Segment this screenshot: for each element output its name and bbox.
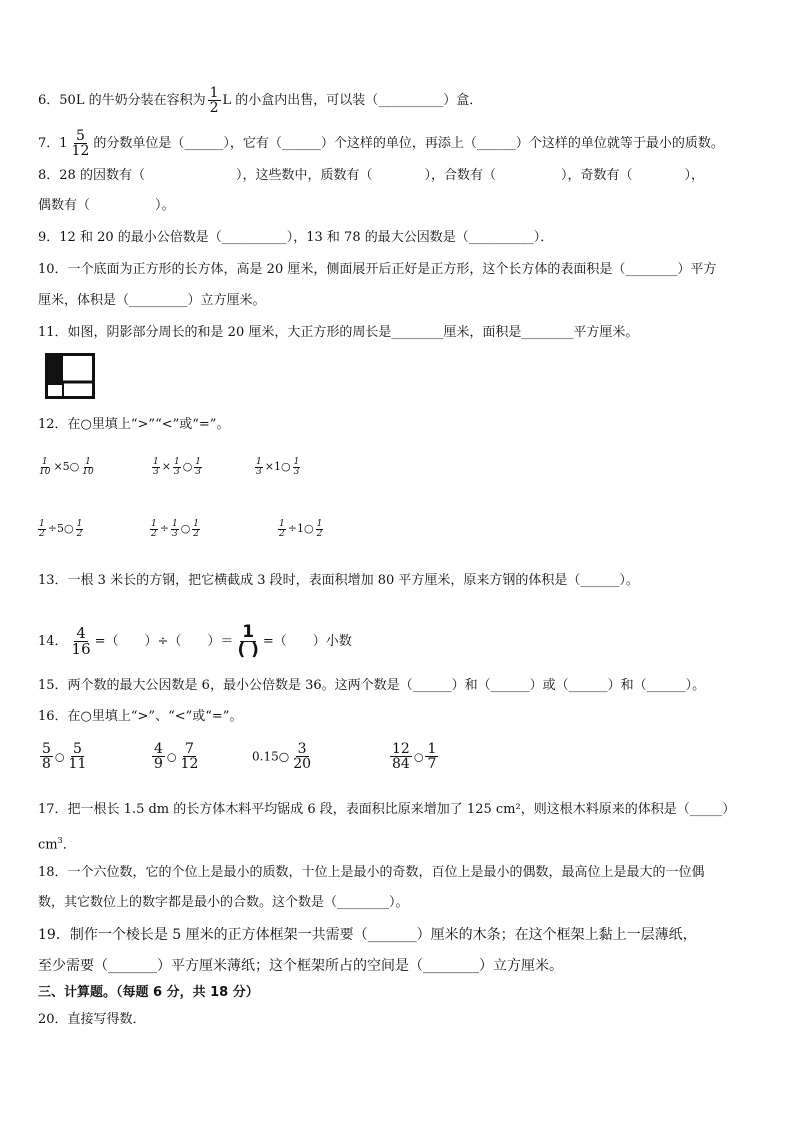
question-13: 13．一根 3 米长的方钢，把它横截成 3 段时，表面积增加 80 平方厘米，原来方钢的体积是（______）。 (38, 573, 639, 588)
question-18-line-2: 数，其它数位上的数字都是最小的合数。这个数是（________）。 (38, 895, 409, 910)
question-14: 14． $\frac{4}{16}$ =（ ）÷（ ）＝ $\frac{1}{( )}$ =（ ）小数 (38, 622, 352, 660)
question-18-line-1: 18．一个六位数，它的个位上是最小的质数，十位上是最小的奇数，百位上是最小的偶数，最高位上是最大的一位偶 (38, 865, 705, 880)
question-17-line-1: 17．把一根长 1.5 dm 的长方体木料平均锯成 6 段，表面积比原来增加了 125 cm²，则这根木料原来的体积是（_____） (38, 802, 736, 817)
question-8-line-1: 8．28 的因数有（ ），这些数中，质数有（ ），合数有（ ），奇数有（ ）， (38, 168, 704, 183)
question-11: 11．如图，阴影部分周长的和是 20 厘米，大正方形的周长是________厘米，面积是________平方厘米。 (38, 325, 639, 340)
question-9: 9．12 和 20 的最小公倍数是（__________），13 和 78 的最大公因数是（__________）． (38, 230, 554, 245)
question-19-line-1: 19．制作一个棱长是 5 厘米的正方体框架一共需要（_______）厘米的木条；在这个框架上黏上一层薄纸， (38, 927, 697, 943)
question-8-line-2: 偶数有（ ）。 (38, 198, 175, 213)
fraction: $\frac{1}{2}$ (209, 85, 219, 116)
compare-item: $\frac{5}{8}$ ○ $\frac{5}{11}$ (42, 741, 87, 772)
compare-item: $\frac{1}{10}$ ×5○ $\frac{1}{10}$ (39, 457, 94, 477)
question-12: 12．在○里填上“>”“<”或“=”。 (38, 417, 230, 432)
question-17-line-2: $cm^3$． (38, 836, 76, 853)
question-15: 15．两个数的最大公因数是 6，最小公倍数是 36。这两个数是（______）和（______）或（______）和（______）。 (38, 678, 706, 693)
square-figure (44, 352, 96, 400)
compare-item: $\frac{1}{2}$ ÷1○ $\frac{1}{2}$ (279, 519, 323, 539)
compare-item: $\frac{4}{9}$ ○ $\frac{7}{12}$ (154, 741, 199, 772)
compare-item: $\frac{1}{2}$ ÷ $\frac{1}{3}$ ○ $\frac{1}{2}$ (151, 519, 200, 539)
question-19-line-2: 至少需要（_______）平方厘米薄纸；这个框架所占的空间是（________）立方厘米。 (38, 958, 563, 974)
question-6: 6．50L 的牛奶分装在容积为 $\frac{1}{2}$ L 的小盒内出售，可以装（__________）盒． (38, 85, 483, 116)
question-10-line-2: 厘米，体积是（_________）立方厘米。 (38, 293, 266, 308)
question-20: 20．直接写得数． (38, 1012, 146, 1027)
compare-item: $\frac{1}{2}$ ÷5○ $\frac{1}{2}$ (39, 519, 83, 539)
section-3-heading: 三、计算题。（每题 6 分，共 18 分） (38, 985, 259, 1000)
compare-item: $\frac{12}{84}$ ○ $\frac{1}{7}$ (392, 741, 437, 772)
question-10-line-1: 10．一个底面为正方形的长方体，高是 20 厘米，侧面展开后正好是正方形，这个长方体的表面积是（________）平方 (38, 262, 717, 277)
compare-item: $\frac{1}{3}$ ×1○ $\frac{1}{3}$ (256, 457, 300, 477)
compare-item: 0.15○ $\frac{3}{20}$ (252, 741, 312, 772)
question-7: 7．1 $\frac{5}{12}$ 的分数单位是（______），它有（______）个这样的单位，再添上（______）个这样的单位就等于最小的质数。 (38, 128, 724, 159)
question-16: 16．在○里填上“>”、“<”或“=”。 (38, 709, 243, 724)
compare-item: $\frac{1}{3}$ × $\frac{1}{3}$ ○ $\frac{1}{3}$ (153, 457, 202, 477)
fraction: $\frac{5}{12}$ (71, 128, 90, 159)
